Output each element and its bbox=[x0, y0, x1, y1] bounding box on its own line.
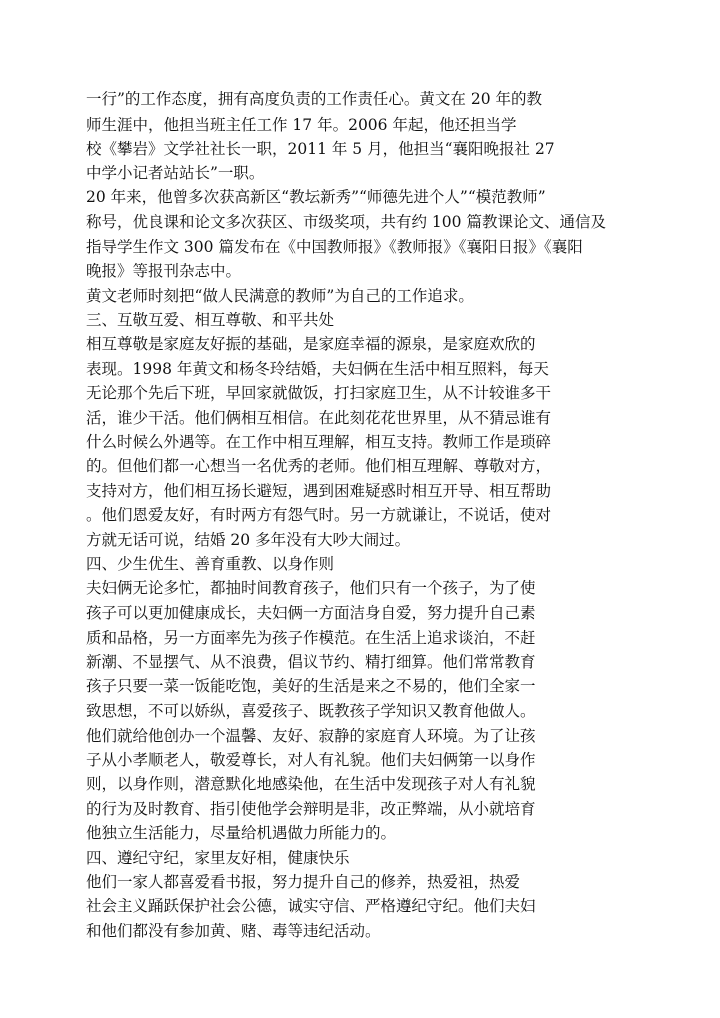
text-line: 黄文老师时刻把“做人民满意的教师”为自己的工作追求。 bbox=[86, 287, 474, 305]
text-line: 晚报》等报刊杂志中。 bbox=[86, 262, 242, 280]
text-line: 表现。1998 年黄文和杨冬玲结婚，夫妇俩在生活中相互照料，每天 bbox=[86, 360, 549, 378]
text-line: 的。但他们都一心想当一名优秀的老师。他们相互理解、尊敬对方， bbox=[86, 457, 552, 475]
text-line: 孩子只要一菜一饭能吃饱，美好的生活是来之不易的，他们全家一 bbox=[86, 677, 536, 695]
section-heading: 三、互敬互爱、相互尊敬、和平共处 bbox=[86, 311, 335, 329]
text-line: 子从小孝顺老人，敬爱尊长，对人有礼貌。他们夫妇俩第一以身作 bbox=[86, 751, 536, 769]
text-line: 他们一家人都喜爱看书报，努力提升自己的修养，热爱祖，热爱 bbox=[86, 873, 521, 891]
text-line: 则，以身作则，潜意默化地感染他，在生活中发现孩子对人有礼貌 bbox=[86, 775, 536, 793]
section-heading: 四、少生优生、善育重教、以身作则 bbox=[86, 555, 335, 573]
text-line: 支持对方，他们相互扬长避短，遇到困难疑惑时相互开导、相互帮助 bbox=[86, 482, 552, 500]
text-line: 他们就给他创办一个温馨、友好、寂静的家庭育人环境。为了让孩 bbox=[86, 727, 536, 745]
text-line: 无论那个先后下班，早回家就做饭，打扫家庭卫生，从不计较谁多干 bbox=[86, 384, 552, 402]
text-line: 称号，优良课和论文多次获区、市级奖项，共有约 100 篇教课论文、通信及 bbox=[86, 213, 606, 231]
text-line: 质和品格，另一方面率先为孩子作模范。在生活上追求谈泊，不赶 bbox=[86, 629, 536, 647]
text-line: 和他们都没有参加黄、赌、毒等违纪活动。 bbox=[86, 922, 381, 940]
text-line: 中学小记者站站长”一职。 bbox=[86, 164, 265, 182]
text-line: 校《攀岩》文学社社长一职，2011 年 5 月，他担当“襄阳晚报社 27 bbox=[86, 140, 555, 158]
text-line: 一行”的工作态度，拥有高度负责的工作责任心。黄文在 20 年的教 bbox=[86, 90, 543, 108]
section-heading: 四、遵纪守纪，家里友好相，健康快乐 bbox=[86, 849, 350, 867]
text-line: 师生涯中，他担当班主任工作 17 年。2006 年起，他还担当学 bbox=[86, 116, 517, 134]
text-line: 致思想，不可以娇纵，喜爱孩子、既教孩子学知识又教育他做人。 bbox=[86, 702, 536, 720]
text-line: 活，谁少干活。他们俩相互相信。在此刻花花世界里，从不猜忌谁有 bbox=[86, 409, 552, 427]
text-line: 方就无话可说，结婚 20 多年没有大吵大闹过。 bbox=[86, 531, 411, 549]
text-line: 新潮、不显摆气、从不浪费，倡议节约、精打细算。他们常常教育 bbox=[86, 653, 536, 671]
text-line: 的行为及时教育、指引使他学会辩明是非，改正弊端，从小就培育 bbox=[86, 800, 536, 818]
text-line: 夫妇俩无论多忙，都抽时间教育孩子，他们只有一个孩子，为了使 bbox=[86, 579, 536, 597]
text-line: 社会主义踊跃保护社会公德，诚实守信、严格遵纪守纪。他们夫妇 bbox=[86, 897, 536, 915]
text-line: 孩子可以更加健康成长，夫妇俩一方面洁身自爱，努力提升自己素 bbox=[86, 604, 536, 622]
text-line: 指导学生作文 300 篇发布在《中国教师报》《教师报》《襄阳日报》《襄阳 bbox=[86, 238, 583, 256]
text-line: 。他们恩爱友好，有时两方有怨气时。另一方就谦让，不说话，使对 bbox=[86, 506, 552, 524]
text-line: 他独立生活能力，尽量给机遇做力所能力的。 bbox=[86, 824, 397, 842]
text-line: 20 年来，他曾多次获高新区“教坛新秀”“师德先进个人”“模范教师” bbox=[86, 188, 546, 206]
text-line: 什么时候么外遇等。在工作中相互理解，相互支持。教师工作是琐碎 bbox=[86, 433, 552, 451]
text-line: 相互尊敬是家庭友好振的基础，是家庭幸福的源泉，是家庭欢欣的 bbox=[86, 335, 536, 353]
